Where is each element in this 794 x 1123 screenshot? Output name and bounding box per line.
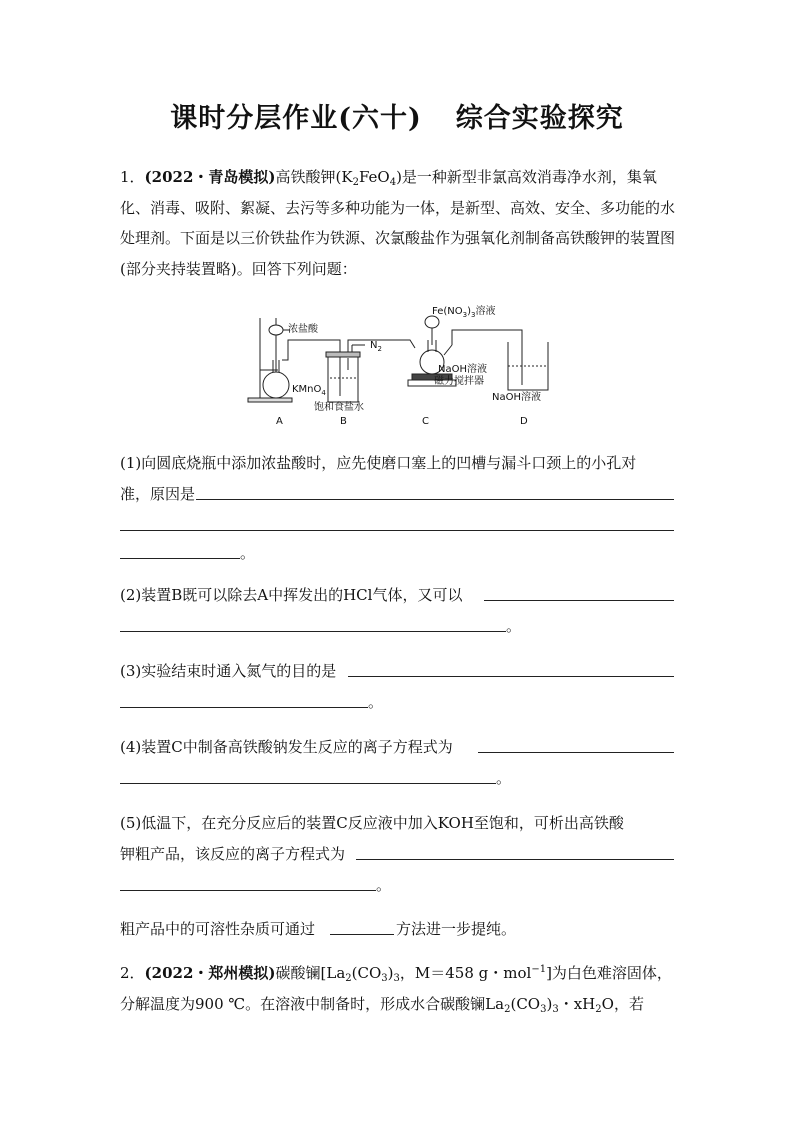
answer-blank-1c[interactable] xyxy=(120,558,240,559)
answer-blank-1a[interactable] xyxy=(196,499,674,500)
sub-question-4: (4)装置C中制备高铁酸钠发生反应的离子方程式为 xyxy=(120,738,453,756)
label-d: D xyxy=(520,416,528,427)
answer-blank-2a[interactable] xyxy=(484,600,674,601)
sub-question-2: (2)装置B既可以除去A中挥发出的HCl气体，又可以 xyxy=(120,586,463,604)
answer-blank-2b[interactable] xyxy=(120,631,506,632)
apparatus-diagram xyxy=(240,300,560,430)
label-fe-no3: $Fe(NO_3)_3$溶液 xyxy=(432,306,496,319)
label-c: C xyxy=(422,416,429,427)
question-1-intro xyxy=(120,162,676,284)
q1-sub: 2 xyxy=(352,177,359,188)
answer-blank-6[interactable] xyxy=(330,934,394,935)
label-stirrer: 磁力搅拌器 xyxy=(434,376,484,387)
q1-text-b: FeO xyxy=(358,168,390,186)
period-4: 。 xyxy=(496,769,512,787)
q1-text-c: )是一种新型非氯高效消毒净水剂，集氧化、消毒、吸附、絮凝、去污等多种功能为一体，是新型、高效、安全、多功能的水处理剂。下面是以三价铁盐作为铁源、次氯酸盐作为强氧化剂制备高铁酸钾的装置图(部分夹持装置略)。回答下列问题： xyxy=(120,168,676,278)
q2-source: (2022・郑州模拟) xyxy=(144,964,276,982)
answer-blank-5b[interactable] xyxy=(120,890,376,891)
q1-text: 高铁酸钾(K xyxy=(275,168,353,186)
title-left: 课时分层作业(六十) xyxy=(170,103,422,134)
sub-question-6-before: 粗产品中的可溶性杂质可通过 xyxy=(120,920,316,938)
sub-question-3: (3)实验结束时通入氮气的目的是 xyxy=(120,662,337,680)
q1-number: 1． xyxy=(120,168,145,186)
answer-blank-3b[interactable] xyxy=(120,707,368,708)
period-5: 。 xyxy=(376,876,392,894)
title-right: 综合实验探究 xyxy=(455,103,624,134)
sub-question-1-line2: 准，原因是 xyxy=(120,485,196,503)
q1-source: (2022・青岛模拟) xyxy=(144,168,276,186)
answer-blank-4b[interactable] xyxy=(120,783,496,784)
label-naoh-c: NaOH溶液 xyxy=(438,364,487,375)
label-conc-hcl: 浓盐酸 xyxy=(288,324,318,335)
label-n2: $N_2$ xyxy=(370,340,382,353)
sub-question-5-line2: 钾粗产品，该反应的离子方程式为 xyxy=(120,845,346,863)
sub-question-5-line1: (5)低温下，在充分反应后的装置C反应液中加入KOH至饱和，可析出高铁酸 xyxy=(120,814,624,832)
answer-blank-1b[interactable] xyxy=(120,530,674,531)
question-2-line2: 分解温度为900 ℃。在溶液中制备时，形成水合碳酸镧$La_2(CO_3)_3$・$xH_2O$，若 xyxy=(120,995,644,1015)
label-kmno4: KMnO$_4$ xyxy=(292,384,326,397)
q1-sub2: 4 xyxy=(389,177,397,188)
label-sat-nacl: 饱和食盐水 xyxy=(314,402,364,413)
answer-blank-4a[interactable] xyxy=(478,752,674,753)
period-1: 。 xyxy=(240,544,256,562)
answer-blank-3a[interactable] xyxy=(348,676,674,677)
answer-blank-5a[interactable] xyxy=(356,859,674,860)
period-2: 。 xyxy=(506,617,522,635)
label-naoh-d: NaOH溶液 xyxy=(492,392,541,403)
sub-question-6-after: 方法进一步提纯。 xyxy=(396,920,517,938)
label-b: B xyxy=(340,416,347,427)
sub-question-1-line1: (1)向圆底烧瓶中添加浓盐酸时，应先使磨口塞上的凹槽与漏斗口颈上的小孔对 xyxy=(120,454,637,472)
question-2-line1: 2．(2022・郑州模拟)碳酸镧[$La_2(CO_3)_3$，M＝458 g・mol$^{-1}$]为白色难溶固体， xyxy=(120,964,672,984)
period-3: 。 xyxy=(368,693,384,711)
label-a: A xyxy=(276,416,283,427)
page-title xyxy=(0,96,794,135)
